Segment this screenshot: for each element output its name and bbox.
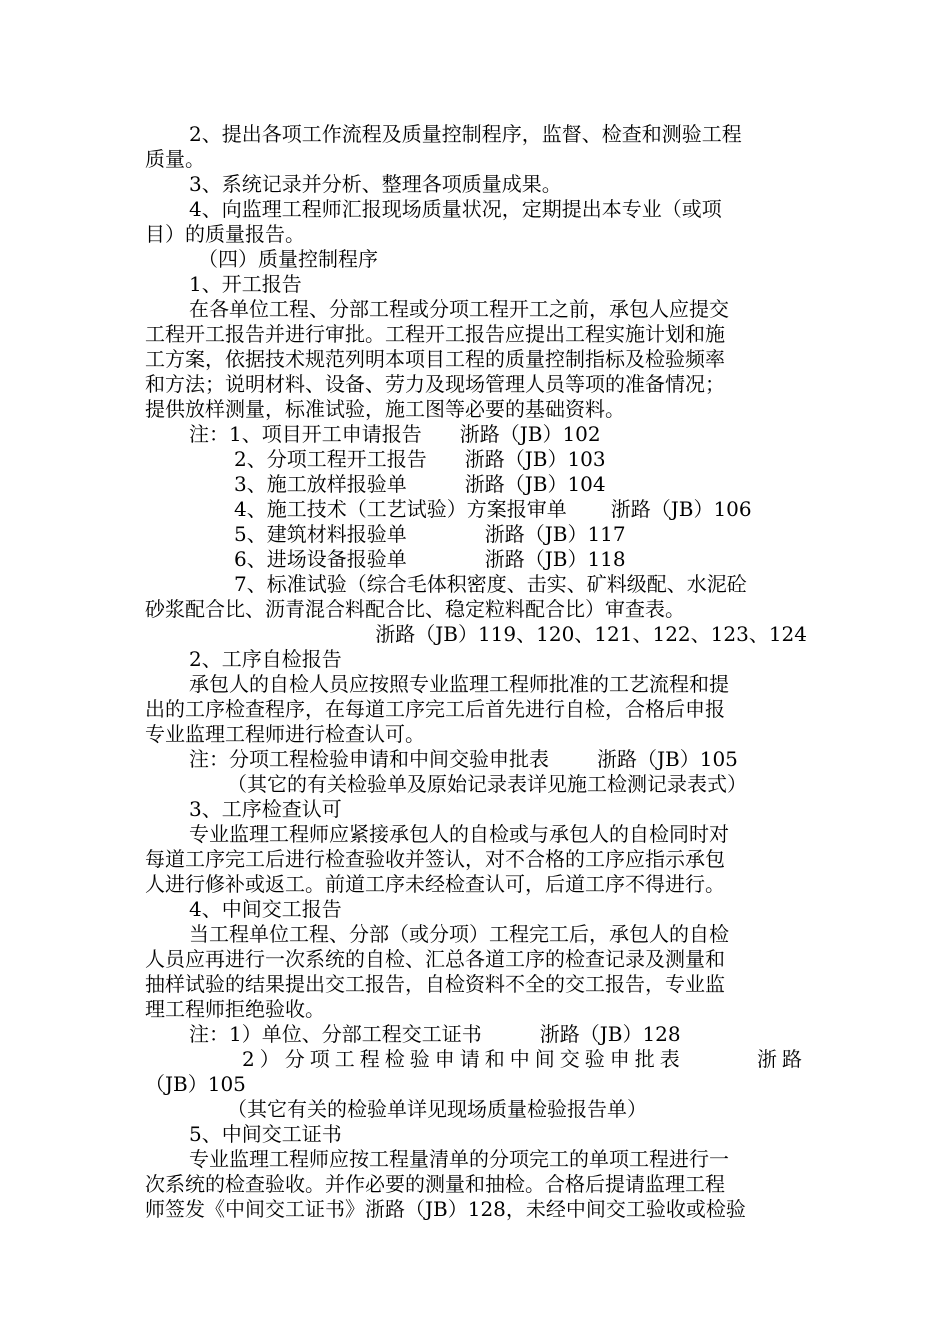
text-line: 工程开工报告并进行审批。工程开工报告应提出工程实施计划和施 <box>145 322 725 346</box>
note-code: 浙路（JB）104 <box>464 472 606 496</box>
text-line: 专业监理工程师应紧接承包人的自检或与承包人的自检同时对 <box>189 822 729 846</box>
text-line: 2、提出各项工作流程及质量控制程序，监督、检查和测验工程 <box>189 122 742 146</box>
text-line: 工方案，依据技术规范列明本项目工程的质量控制指标及检验频率 <box>145 347 725 371</box>
note-label: 6、进场设备报验单 <box>234 547 407 571</box>
note-label: 2）分项工程检验申请和中间交验申批表 <box>242 1047 685 1071</box>
subsection-heading: 3、工序检查认可 <box>189 797 342 821</box>
text-line: 当工程单位工程、分部（或分项）工程完工后，承包人的自检 <box>189 922 729 946</box>
text-line: 理工程师拒绝验收。 <box>145 997 325 1021</box>
note-label: 注：1、项目开工申请报告 <box>189 422 422 446</box>
text-line: 4、向监理工程师汇报现场质量状况，定期提出本专业（或项 <box>189 197 722 221</box>
note-line <box>145 447 807 472</box>
text-line: 人进行修补或返工。前道工序未经检查认可，后道工序不得进行。 <box>145 872 725 896</box>
text-line: 在各单位工程、分部工程或分项工程开工之前，承包人应提交 <box>189 297 729 321</box>
text-line: 质量。 <box>145 147 205 171</box>
note-code: 浙路（JB）102 <box>459 422 601 446</box>
subsection-heading: 2、工序自检报告 <box>189 647 342 671</box>
note-label: 5、建筑材料报验单 <box>234 522 407 546</box>
note-label: 注：分项工程检验申请和中间交验申批表 <box>189 747 549 771</box>
note-code: 浙路（JB）103 <box>464 447 606 471</box>
subsection-heading: 4、中间交工报告 <box>189 897 342 921</box>
note-label: 4、施工技术（工艺试验）方案报审单 <box>234 497 567 521</box>
text-line: 7、标准试验（综合毛体积密度、击实、矿料级配、水泥砼 <box>234 572 747 596</box>
section-heading: （四）质量控制程序 <box>198 247 378 271</box>
note-label: 注：1）单位、分部工程交工证书 <box>189 1022 482 1046</box>
text-line: 目）的质量报告。 <box>145 222 305 246</box>
note-code: 浙路（JB）128 <box>539 1022 681 1046</box>
text-line: 承包人的自检人员应按照专业监理工程师批准的工艺流程和提 <box>189 672 729 696</box>
text-line: （其它有关的检验单详见现场质量检验报告单） <box>227 1097 647 1121</box>
text-line: 人员应再进行一次系统的自检、汇总各道工序的检查记录及测量和 <box>145 947 725 971</box>
note-line <box>145 472 807 497</box>
note-code: 浙路（JB）118 <box>484 547 626 571</box>
text-line: 每道工序完工后进行检查验收并签认，对不合格的工序应指示承包 <box>145 847 725 871</box>
text-line: 出的工序检查程序，在每道工序完工后首先进行自检，合格后申报 <box>145 697 725 721</box>
text-line: 浙路（JB）119、120、121、122、123、124 <box>375 622 807 646</box>
document-body <box>145 122 807 1222</box>
note-code: 浙路（JB）117 <box>484 522 626 546</box>
subsection-heading: 1、开工报告 <box>189 272 302 296</box>
text-line: 3、系统记录并分析、整理各项质量成果。 <box>189 172 562 196</box>
note-code: 浙路 <box>757 1047 807 1071</box>
note-label: 2、分项工程开工报告 <box>234 447 427 471</box>
note-line <box>145 747 807 772</box>
note-line <box>145 522 807 547</box>
note-label: 3、施工放样报验单 <box>234 472 407 496</box>
note-line <box>145 1047 807 1072</box>
text-line: 次系统的检查验收。并作必要的测量和抽检。合格后提请监理工程 <box>145 1172 725 1196</box>
text-line: 专业监理工程师应按工程量清单的分项完工的单项工程进行一 <box>189 1147 729 1171</box>
subsection-heading: 5、中间交工证书 <box>189 1122 342 1146</box>
text-line: 专业监理工程师进行检查认可。 <box>145 722 425 746</box>
text-line: 和方法；说明材料、设备、劳力及现场管理人员等项的准备情况； <box>145 372 725 396</box>
note-line <box>145 547 807 572</box>
text-line: 砂浆配合比、沥青混合料配合比、稳定粒料配合比）审查表。 <box>145 597 685 621</box>
text-line: 师签发《中间交工证书》浙路（JB）128，未经中间交工验收或检验 <box>145 1197 746 1221</box>
note-code: 浙路（JB）105 <box>597 747 738 771</box>
text-line: 提供放样测量，标准试验，施工图等必要的基础资料。 <box>145 397 625 421</box>
note-line <box>145 422 807 447</box>
note-line <box>145 497 807 522</box>
note-line <box>145 1022 807 1047</box>
text-line: （JB）105 <box>145 1072 246 1096</box>
text-line: 抽样试验的结果提出交工报告，自检资料不全的交工报告，专业监 <box>145 972 725 996</box>
text-line: （其它的有关检验单及原始记录表详见施工检测记录表式） <box>227 772 747 796</box>
note-code: 浙路（JB）106 <box>610 497 752 521</box>
